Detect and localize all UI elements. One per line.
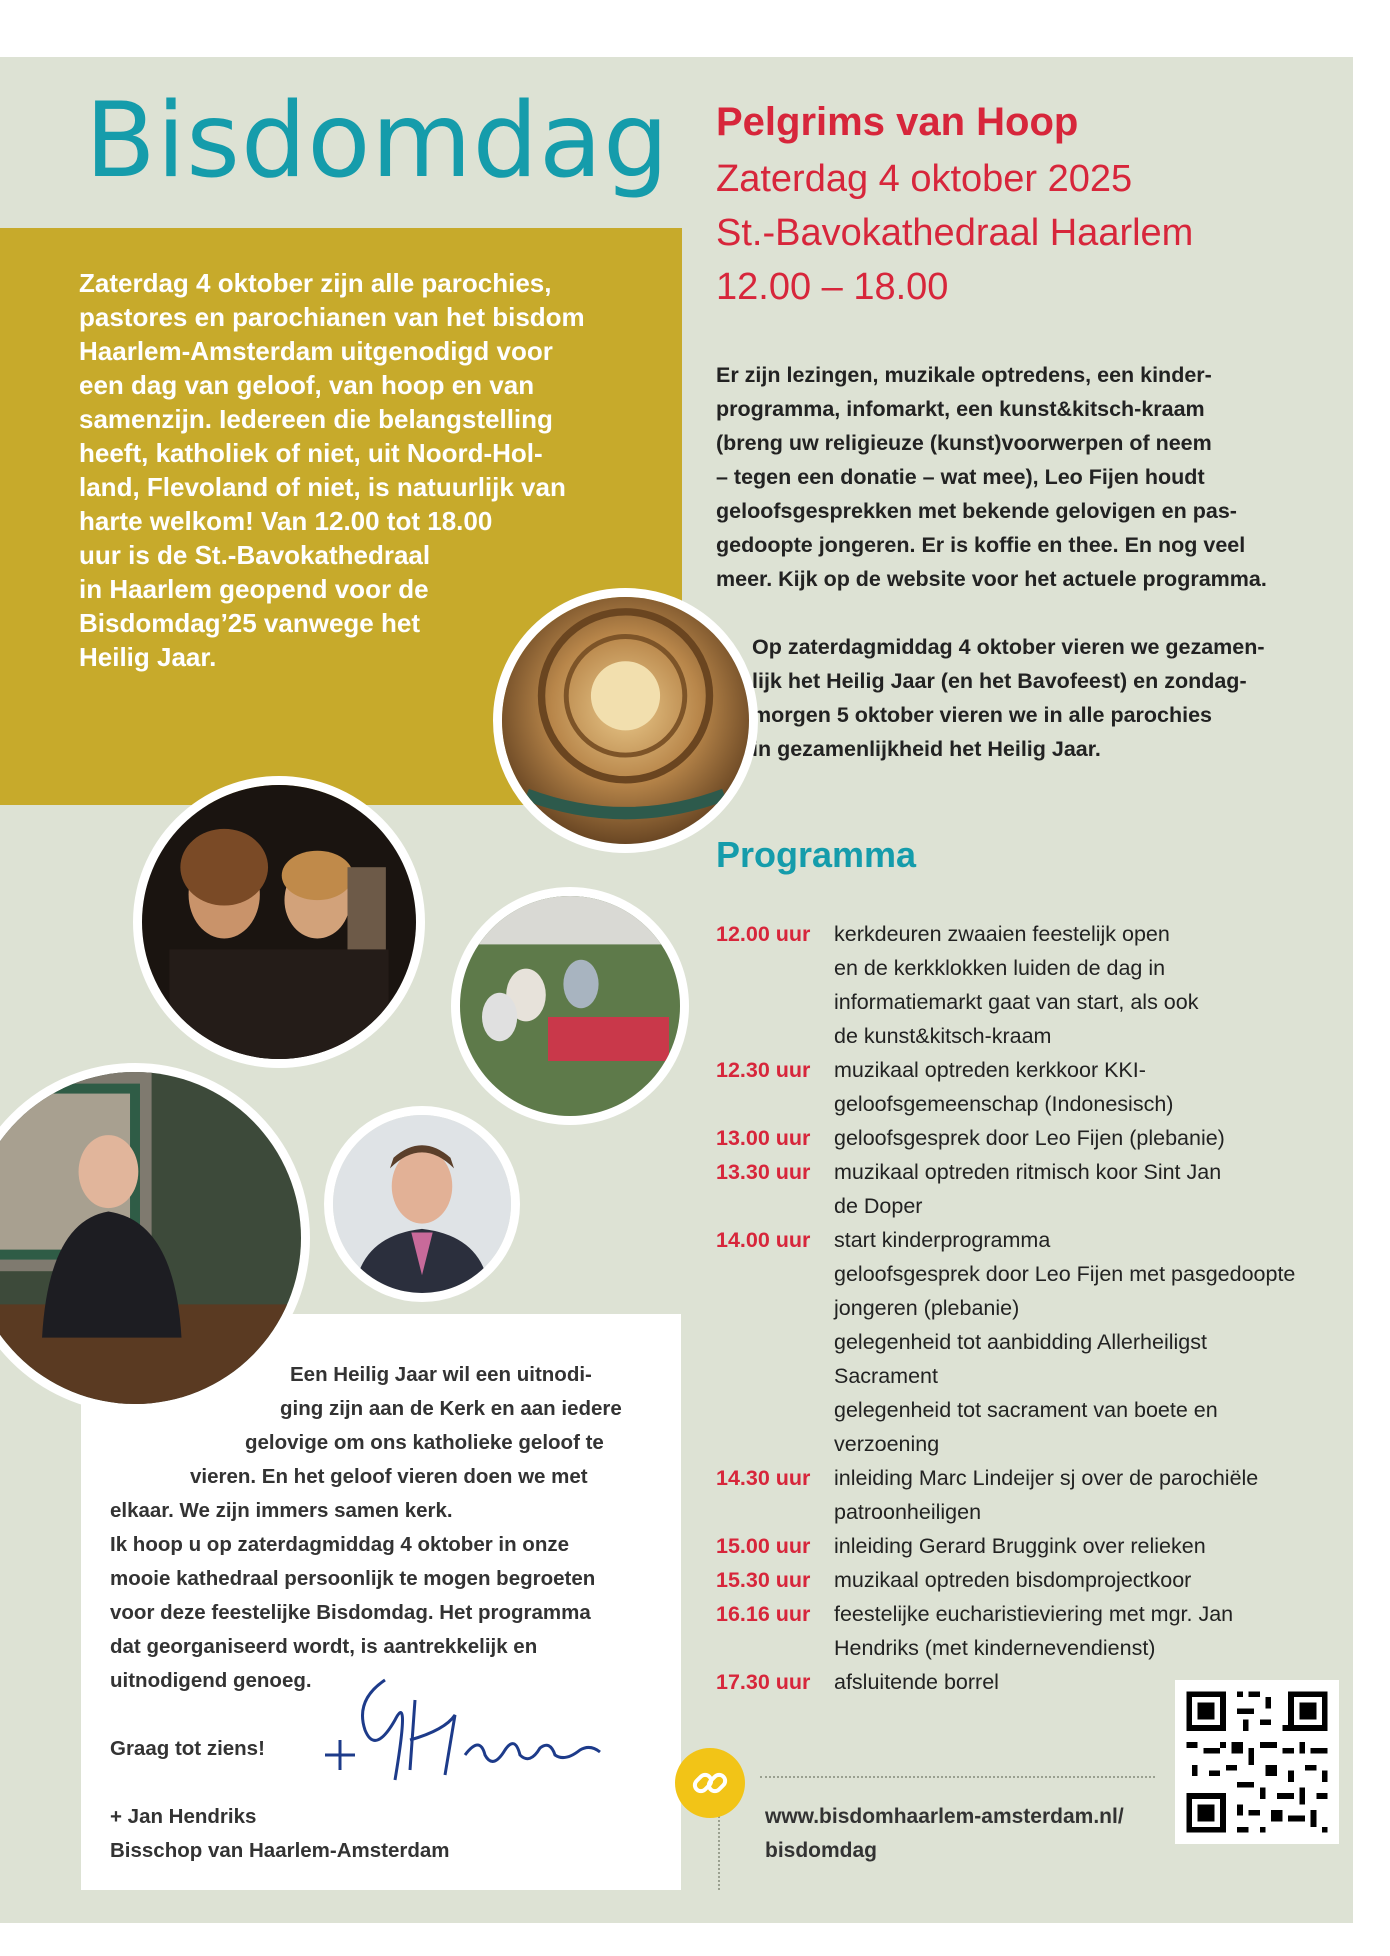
letter-line: elkaar. We zijn immers samen kerk. xyxy=(110,1499,453,1522)
letter-line: ging zijn aan de Kerk en aan iedere xyxy=(280,1397,622,1420)
signature xyxy=(315,1660,615,1790)
letter-line: voor deze feestelijke Bisdomdag. Het programma xyxy=(110,1601,591,1624)
programma-time: 14.30 uur xyxy=(716,1466,811,1490)
children-photo xyxy=(133,776,425,1068)
programma-time: 12.30 uur xyxy=(716,1058,811,1082)
programma-time: 13.30 uur xyxy=(716,1160,811,1184)
letter-line: Bisschop van Haarlem-Amsterdam xyxy=(110,1839,450,1862)
programma-text: feestelijke eucharistieviering met mgr. Jan Hendriks (met kindernevendienst) xyxy=(834,1602,1234,1660)
programma-time: 14.00 uur xyxy=(716,1228,811,1252)
programma-time: 12.00 uur xyxy=(716,922,811,946)
page-title: Bisdomdag xyxy=(85,81,670,201)
letter-text xyxy=(110,1358,670,1868)
event-location: St.-Bavokathedraal Haarlem xyxy=(716,212,1194,254)
letter-line: Ik hoop u op zaterdagmiddag 4 oktober in onze xyxy=(110,1533,569,1556)
programma-item xyxy=(716,1223,1346,1461)
programma-item xyxy=(716,1563,1346,1597)
programma-text: afsluitende borrel xyxy=(834,1670,999,1694)
qr-code[interactable] xyxy=(1175,1680,1339,1844)
programma-text: inleiding Marc Lindeijer sj over de parochiële patroonheiligen xyxy=(834,1466,1259,1524)
programma-heading: Programma xyxy=(716,834,917,875)
description-text-2: Op zaterdagmiddag 4 oktober vieren we gezamen- lijk het Heilig Jaar (en het Bavofeest) en zondag- morgen 5 oktober vieren we in alle parochies in gezamenlijkheid het Heilig Jaar. xyxy=(752,635,1265,761)
cathedral-dome-photo xyxy=(493,588,758,853)
programma-time: 13.00 uur xyxy=(716,1126,811,1150)
programma-item xyxy=(716,1155,1346,1223)
letter-line: Graag tot ziens! xyxy=(110,1737,265,1760)
programma-text: geloofsgesprek door Leo Fijen (plebanie) xyxy=(834,1126,1225,1150)
letter-line: uitnodigend genoeg. xyxy=(110,1669,312,1692)
programma-item xyxy=(716,1529,1346,1563)
programma-item xyxy=(716,1121,1346,1155)
letter-line: mooie kathedraal persoonlijk te mogen begroeten xyxy=(110,1567,596,1590)
programma-text: kerkdeuren zwaaien feestelijk open en de kerkklokken luiden de dag in informatiemarkt gaat van start, als ook de kunst&kitsch-kraam xyxy=(834,922,1199,1048)
programma-text: start kinderprogramma geloofsgesprek door Leo Fijen met pasgedoopte jongeren (plebanie) gelegenheid tot aanbidding Allerheiligst Sacrament gelegenheid tot sacrament van boete en verzoening xyxy=(834,1228,1296,1456)
event-name: Pelgrims van Hoop xyxy=(716,100,1079,144)
intro-text: Zaterdag 4 oktober zijn alle parochies, pastores en parochianen van het bisdom Haarlem-Amsterdam uitgenodigd voor een dag van geloof, van hoop en van samenzijn. Iedereen die belangstelling heeft, katholiek of niet, uit Noord-Hol- land, Flevoland of niet, is natuurlijk van harte welkom! Van 12.00 tot 18.00 uur is de St.-Bavokathedraal in Haarlem geopend voor de Bisdomdag’25 vanwege het Heilig Jaar. xyxy=(79,268,585,672)
letter-line: vieren. En het geloof vieren doen we met xyxy=(190,1465,588,1488)
website-link[interactable]: www.bisdomhaarlem-amsterdam.nl/ bisdomdag xyxy=(765,1805,1124,1862)
market-photo xyxy=(451,887,689,1125)
event-date: Zaterdag 4 oktober 2025 xyxy=(716,158,1133,200)
programma-time: 15.00 uur xyxy=(716,1534,811,1558)
programma-time: 16.16 uur xyxy=(716,1602,811,1626)
programma-item xyxy=(716,917,1346,1053)
programma-time: 15.30 uur xyxy=(716,1568,811,1592)
programma-text: inleiding Gerard Bruggink over relieken xyxy=(834,1534,1206,1558)
portrait-photo xyxy=(324,1106,520,1302)
programma-text: muzikaal optreden kerkkoor KKI- geloofsgemeenschap (Indonesisch) xyxy=(834,1058,1174,1116)
divider-dotted xyxy=(760,1776,1155,1778)
link-icon xyxy=(675,1748,745,1818)
programma-text: muzikaal optreden ritmisch koor Sint Jan de Doper xyxy=(834,1160,1222,1218)
event-time: 12.00 – 18.00 xyxy=(716,266,949,308)
letter-line: Een Heilig Jaar wil een uitnodi- xyxy=(290,1363,592,1386)
programma-list xyxy=(716,917,1346,1699)
letter-line: + Jan Hendriks xyxy=(110,1805,257,1828)
programma-time: 17.30 uur xyxy=(716,1670,811,1694)
programma-item xyxy=(716,1597,1346,1665)
programma-text: muzikaal optreden bisdomprojectkoor xyxy=(834,1568,1192,1592)
letter-line: dat georganiseerd wordt, is aantrekkelijk en xyxy=(110,1635,538,1658)
description-text: Er zijn lezingen, muzikale optredens, een kinder- programma, infomarkt, een kunst&kitsch-kraam (breng uw religieuze (kunst)voorwerpen of neem – tegen een donatie – wat mee), Leo Fijen houdt geloofsgesprekken met bekende gelovigen en pas- gedoopte jongeren. Er is koffie en thee. En nog veel meer. Kijk op de website voor het actuele programma. xyxy=(716,363,1267,591)
programma-item xyxy=(716,1053,1346,1121)
programma-item xyxy=(716,1461,1346,1529)
letter-line: gelovige om ons katholieke geloof te xyxy=(245,1431,604,1454)
